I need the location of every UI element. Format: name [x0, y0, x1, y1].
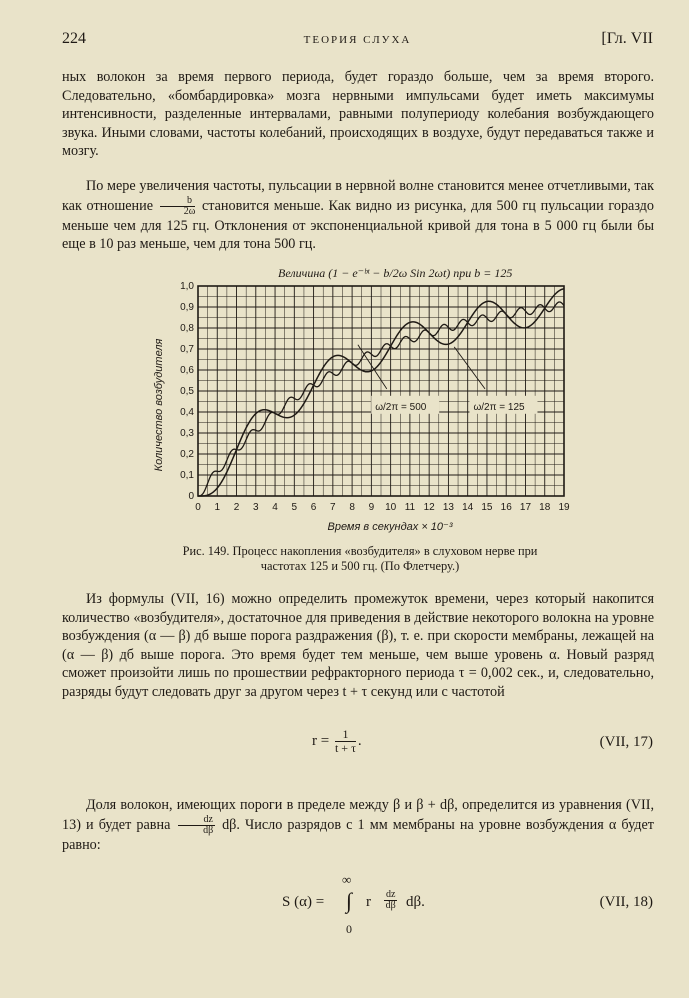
- x-axis-label: Время в секундах × 10⁻³: [327, 521, 453, 533]
- eq18-lower-limit: 0: [346, 922, 352, 936]
- running-title: ТЕОРИЯ СЛУХА: [303, 34, 412, 46]
- x-tick-label: 9: [368, 502, 375, 513]
- eq18-lhs: S (α) =: [282, 894, 325, 910]
- annotation-label: ω/2π = 500: [375, 401, 427, 413]
- y-tick-label: 0,4: [180, 407, 194, 418]
- paragraph-4-text-b: dβ. Число разрядов с 1 мм мембраны на уровне возбуждения α будет равно:: [62, 816, 655, 853]
- paragraph-2-text-b: становится меньше. Как видно из рисунка, для 500 гц пульсации гораздо меньше чем для 125 гц. Отклонения от экспоненциальной кривой для тона в 5 000 гц были бы еще в 10 раз меньше, чем для тона 500 гц.: [62, 197, 654, 253]
- eq17-numerator: 1: [335, 728, 356, 742]
- x-tick-label: 11: [404, 502, 416, 513]
- x-tick-label: 14: [462, 502, 474, 513]
- x-tick-labels: [195, 502, 570, 513]
- x-tick-label: 2: [233, 502, 240, 513]
- paragraph-2-text-a: По мере увеличения частоты, пульсации в нервной волне становится менее отчетливыми, так как отношение: [62, 178, 654, 214]
- paragraph-3: Из формулы (VII, 16) можно определить промежуток времени, через который накопится количество «возбудителя», достаточное для приведения в действие некоторого волокна на уровне возбуждения (α — β) дб выше порога раздражения (β), т. е. при скорости мембраны, лежащей на (α — β) дб выше порога. Это время будет тем меньше, чем выше уровень α. Новый разряд сможет произойти лишь по прошествии рефракторного периода τ = 0,002 сек., и, следовательно, разряды будут следовать друг за другом через t + τ секунд или с частотой: [62, 591, 654, 700]
- figure-caption: Рис. 149. Процесс накопления «возбудителя» в слуховом нерве при частотах 125 и 500 гц. (По Флетчеру.): [182, 544, 538, 573]
- x-tick-label: 16: [500, 502, 512, 513]
- y-tick-label: 0,2: [180, 449, 194, 460]
- x-tick-label: 8: [349, 502, 355, 513]
- eq17-tail: .: [357, 732, 362, 749]
- equation-17-number: (VII, 17): [599, 734, 653, 750]
- x-tick-label: 19: [558, 502, 570, 513]
- x-tick-label: 6: [310, 502, 317, 513]
- y-tick-label: 0,3: [180, 428, 194, 439]
- dbeta-denominator: dβ: [203, 824, 214, 836]
- dz-dbeta-fraction: [178, 815, 215, 836]
- eq17-fraction: [335, 728, 356, 755]
- x-tick-label: 13: [442, 502, 454, 513]
- x-tick-label: 17: [519, 502, 532, 513]
- eq18-denominator: dβ: [385, 900, 396, 911]
- integral-sign: ∫: [346, 888, 353, 913]
- y-tick-label: 0,6: [180, 365, 194, 376]
- fraction-denominator: 2ω: [183, 205, 196, 217]
- paragraph-4: [62, 796, 654, 854]
- eq18-tail: dβ.: [406, 894, 425, 910]
- x-tick-label: 10: [385, 502, 397, 513]
- accumulation-chart: [150, 280, 590, 538]
- paragraph-2: [62, 177, 654, 254]
- equation-17: [312, 728, 362, 755]
- y-tick-label: 0,5: [180, 386, 194, 397]
- paragraph-1: ных волокон за время первого периода, будет гораздо больше, чем за время второго. Следовательно, «бомбардировка» мозга нервными импульсами будет иметь максимумы интенсивности, разделенные интервалами, равными полупериоду колебания возбуждающего звука. Иными словами, частоты колебаний, происходящих в воздухе, будут передаваться также и мозгу.: [62, 69, 654, 160]
- equation-18-number: (VII, 18): [599, 894, 653, 910]
- x-tick-label: 1: [214, 502, 221, 513]
- chart-title: Величина (1 − e⁻ᵇᵗ − b/2ω Sin 2ωt) при b = 125: [278, 266, 513, 280]
- x-tick-label: 0: [195, 502, 201, 513]
- running-header: [62, 30, 653, 52]
- x-tick-label: 5: [291, 502, 298, 513]
- eq17-lhs: r =: [312, 732, 330, 749]
- x-tick-label: 12: [423, 502, 435, 513]
- paragraph-4-text-a: Доля волокон, имеющих пороги в пределе между β и β + dβ, определится из уравнения (VII, 13) и будет равна: [62, 797, 654, 833]
- y-tick-label: 1,0: [180, 281, 194, 292]
- x-tick-label: 18: [539, 502, 551, 513]
- eq18-upper-limit: ∞: [342, 872, 352, 887]
- x-tick-label: 15: [481, 502, 493, 513]
- dz-numerator: dz: [178, 815, 215, 826]
- y-tick-label: 0,9: [180, 302, 194, 313]
- y-tick-label: 0,1: [180, 470, 194, 481]
- eq18-integrand-r: r: [366, 894, 371, 910]
- x-tick-label: 3: [253, 502, 259, 513]
- annotation-label: ω/2π = 125: [473, 401, 525, 413]
- fraction-numerator: b: [160, 196, 196, 207]
- annotation-leader: [454, 347, 485, 389]
- eq18-fraction: [384, 890, 397, 911]
- x-tick-label: 4: [272, 502, 278, 513]
- y-tick-label: 0,8: [180, 323, 194, 334]
- eq18-numerator: dz: [386, 889, 396, 900]
- page-number: 224: [62, 30, 86, 47]
- y-tick-label: 0,7: [180, 344, 194, 355]
- x-tick-label: 7: [330, 502, 336, 513]
- chapter-label: [Гл. VII: [601, 30, 653, 47]
- y-axis-label: Количество возбудителя: [153, 338, 165, 472]
- equation-18: [282, 870, 482, 940]
- eq17-denominator: t + τ: [334, 741, 356, 755]
- annotation-leader: [358, 345, 387, 389]
- ratio-fraction: [160, 196, 196, 217]
- y-tick-label: 0: [188, 491, 194, 502]
- y-tick-labels: [180, 281, 194, 502]
